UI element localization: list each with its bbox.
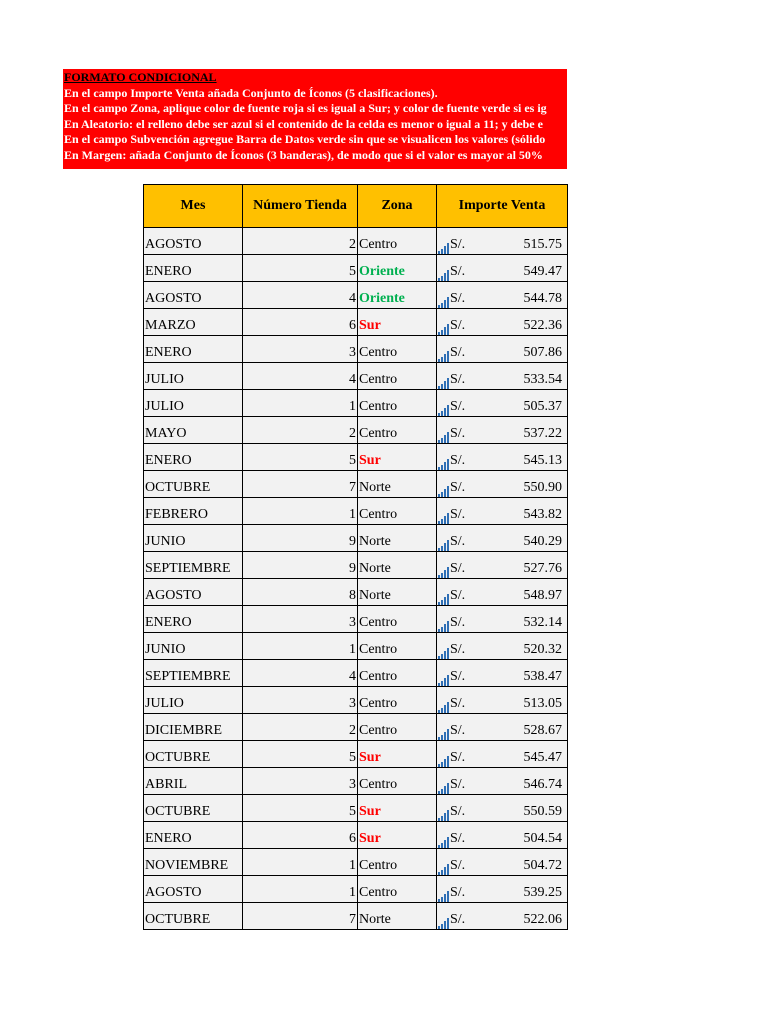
amount-value: 528.67 [523,723,562,738]
cell-mes[interactable]: JULIO [144,687,243,714]
header-zona[interactable]: Zona [358,185,437,228]
table-row [144,255,568,282]
cell-mes[interactable]: MAYO [144,417,243,444]
cell-mes[interactable]: ENERO [144,444,243,471]
cell-mes[interactable]: FEBRERO [144,498,243,525]
signal-bars-icon [438,648,449,659]
cell-zona[interactable]: Oriente [358,255,437,282]
cell-importe-venta[interactable] [437,471,568,498]
header-importe-venta[interactable]: Importe Venta [437,185,568,228]
cell-numero-tienda[interactable]: 6 [243,309,358,336]
cell-numero-tienda[interactable]: 2 [243,228,358,255]
currency-label: S/. [450,696,466,711]
cell-numero-tienda[interactable]: 9 [243,552,358,579]
table-row [144,498,568,525]
cell-numero-tienda[interactable]: 1 [243,876,358,903]
amount-value: 515.75 [523,237,562,252]
cell-mes[interactable]: OCTUBRE [144,903,243,930]
amount-value: 545.13 [523,453,562,468]
table-row [144,309,568,336]
amount-value: 507.86 [523,345,562,360]
currency-label: S/. [450,453,466,468]
cell-mes[interactable]: ENERO [144,255,243,282]
cell-zona[interactable]: Centro [358,876,437,903]
amount-value: 522.06 [523,912,562,927]
banner-title: FORMATO CONDICIONAL [64,70,217,84]
importe-wrapper [437,857,567,875]
signal-bars-icon [438,864,449,875]
signal-bars-icon [438,297,449,308]
cell-mes[interactable]: OCTUBRE [144,795,243,822]
amount-value: 537.22 [523,426,562,441]
table-row [144,795,568,822]
amount-value: 520.32 [523,642,562,657]
cell-importe-venta[interactable] [437,363,568,390]
signal-bars-icon [438,243,449,254]
cell-zona[interactable]: Centro [358,228,437,255]
banner-line: En el campo Subvención agregue Barra de Datos verde sin que se visualicen los valores (sólido [64,132,546,146]
cell-mes[interactable]: AGOSTO [144,876,243,903]
cell-importe-venta[interactable] [437,714,568,741]
cell-mes[interactable]: ENERO [144,336,243,363]
cell-numero-tienda[interactable]: 9 [243,525,358,552]
importe-wrapper [437,911,567,929]
cell-zona[interactable]: Centro [358,363,437,390]
table-row [144,660,568,687]
cell-zona[interactable]: Centro [358,336,437,363]
currency-label: S/. [450,372,466,387]
cell-importe-venta[interactable] [437,444,568,471]
cell-numero-tienda[interactable]: 1 [243,390,358,417]
importe-wrapper [437,614,567,632]
banner-line: En Aleatorio: el relleno debe ser azul si el contenido de la celda es menor o igual a 11; y debe e [64,116,543,131]
importe-wrapper [437,533,567,551]
table-row [144,363,568,390]
instructions-banner [63,69,567,169]
cell-numero-tienda[interactable]: 6 [243,822,358,849]
importe-wrapper [437,371,567,389]
table-row [144,579,568,606]
cell-zona[interactable]: Centro [358,768,437,795]
cell-importe-venta[interactable] [437,849,568,876]
cell-zona[interactable]: Centro [358,606,437,633]
table-row [144,903,568,930]
currency-label: S/. [450,291,466,306]
cell-zona[interactable]: Centro [358,687,437,714]
currency-label: S/. [450,912,466,927]
cell-importe-venta[interactable] [437,795,568,822]
cell-numero-tienda[interactable]: 5 [243,255,358,282]
cell-zona[interactable]: Sur [358,741,437,768]
importe-wrapper [437,452,567,470]
currency-label: S/. [450,426,466,441]
signal-bars-icon [438,837,449,848]
cell-mes[interactable]: AGOSTO [144,579,243,606]
cell-mes[interactable]: SEPTIEMBRE [144,660,243,687]
cell-importe-venta[interactable] [437,552,568,579]
amount-value: 538.47 [523,669,562,684]
cell-mes[interactable]: JUNIO [144,525,243,552]
amount-value: 550.90 [523,480,562,495]
cell-importe-venta[interactable] [437,255,568,282]
signal-bars-icon [438,432,449,443]
table-row [144,741,568,768]
cell-zona[interactable]: Norte [358,552,437,579]
importe-wrapper [437,722,567,740]
table-row [144,336,568,363]
table-row [144,417,568,444]
table-row [144,768,568,795]
currency-label: S/. [450,534,466,549]
currency-label: S/. [450,642,466,657]
importe-wrapper [437,425,567,443]
currency-label: S/. [450,804,466,819]
signal-bars-icon [438,540,449,551]
signal-bars-icon [438,810,449,821]
currency-label: S/. [450,831,466,846]
amount-value: 533.54 [523,372,562,387]
currency-label: S/. [450,777,466,792]
importe-wrapper [437,776,567,794]
currency-label: S/. [450,885,466,900]
banner-line: En el campo Zona, aplique color de fuente roja si es igual a Sur; y color de fuente verde si es ig [64,101,547,115]
cell-numero-tienda[interactable]: 1 [243,498,358,525]
signal-bars-icon [438,486,449,497]
cell-numero-tienda[interactable]: 1 [243,849,358,876]
cell-importe-venta[interactable] [437,390,568,417]
amount-value: 527.76 [523,561,562,576]
importe-wrapper [437,290,567,308]
amount-value: 505.37 [523,399,562,414]
importe-wrapper [437,263,567,281]
table-body [144,228,568,930]
cell-numero-tienda[interactable]: 2 [243,714,358,741]
cell-numero-tienda[interactable]: 4 [243,363,358,390]
table-row [144,849,568,876]
importe-wrapper [437,641,567,659]
importe-wrapper [437,587,567,605]
table-row [144,228,568,255]
header-numero-tienda[interactable]: Número Tienda [243,185,358,228]
cell-mes[interactable]: SEPTIEMBRE [144,552,243,579]
signal-bars-icon [438,621,449,632]
cell-numero-tienda[interactable]: 4 [243,282,358,309]
cell-importe-venta[interactable] [437,498,568,525]
signal-bars-icon [438,702,449,713]
signal-bars-icon [438,918,449,929]
cell-mes[interactable]: DICIEMBRE [144,714,243,741]
amount-value: 545.47 [523,750,562,765]
cell-zona[interactable]: Centro [358,417,437,444]
currency-label: S/. [450,318,466,333]
amount-value: 513.05 [523,696,562,711]
table-row [144,282,568,309]
cell-numero-tienda[interactable]: 5 [243,795,358,822]
amount-value: 548.97 [523,588,562,603]
amount-value: 522.36 [523,318,562,333]
cell-numero-tienda[interactable]: 1 [243,633,358,660]
importe-wrapper [437,506,567,524]
currency-label: S/. [450,264,466,279]
importe-wrapper [437,560,567,578]
cell-zona[interactable]: Norte [358,903,437,930]
importe-wrapper [437,398,567,416]
banner-line: En el campo Importe Venta añada Conjunto de Íconos (5 clasificaciones). [64,85,438,100]
currency-label: S/. [450,237,466,252]
cell-importe-venta[interactable] [437,579,568,606]
table-row [144,876,568,903]
currency-label: S/. [450,561,466,576]
cell-zona[interactable]: Norte [358,579,437,606]
importe-wrapper [437,668,567,686]
cell-zona[interactable]: Norte [358,525,437,552]
amount-value: 539.25 [523,885,562,900]
cell-numero-tienda[interactable]: 4 [243,660,358,687]
cell-numero-tienda[interactable]: 3 [243,606,358,633]
amount-value: 544.78 [523,291,562,306]
cell-numero-tienda[interactable]: 7 [243,471,358,498]
currency-label: S/. [450,615,466,630]
signal-bars-icon [438,567,449,578]
table-row [144,633,568,660]
table-row [144,444,568,471]
signal-bars-icon [438,459,449,470]
cell-importe-venta[interactable] [437,606,568,633]
cell-zona[interactable]: Sur [358,795,437,822]
cell-mes[interactable]: AGOSTO [144,282,243,309]
signal-bars-icon [438,729,449,740]
cell-zona[interactable]: Sur [358,822,437,849]
cell-importe-venta[interactable] [437,417,568,444]
cell-zona[interactable]: Oriente [358,282,437,309]
currency-label: S/. [450,480,466,495]
cell-numero-tienda[interactable]: 3 [243,687,358,714]
table-row [144,606,568,633]
amount-value: 549.47 [523,264,562,279]
cell-zona[interactable]: Centro [358,390,437,417]
cell-mes[interactable]: AGOSTO [144,228,243,255]
cell-zona[interactable]: Centro [358,849,437,876]
cell-mes[interactable]: OCTUBRE [144,741,243,768]
currency-label: S/. [450,669,466,684]
cell-importe-venta[interactable] [437,309,568,336]
table-row [144,390,568,417]
table-row [144,822,568,849]
cell-numero-tienda[interactable]: 2 [243,417,358,444]
cell-importe-venta[interactable] [437,336,568,363]
signal-bars-icon [438,378,449,389]
header-mes[interactable]: Mes [144,185,243,228]
importe-wrapper [437,344,567,362]
cell-importe-venta[interactable] [437,903,568,930]
cell-zona[interactable]: Centro [358,633,437,660]
table-row [144,471,568,498]
amount-value: 504.72 [523,858,562,873]
cell-importe-venta[interactable] [437,876,568,903]
table-row [144,525,568,552]
cell-zona[interactable]: Centro [358,498,437,525]
cell-numero-tienda[interactable]: 3 [243,336,358,363]
importe-wrapper [437,695,567,713]
cell-importe-venta[interactable] [437,822,568,849]
cell-mes[interactable]: JUNIO [144,633,243,660]
signal-bars-icon [438,324,449,335]
currency-label: S/. [450,588,466,603]
importe-wrapper [437,749,567,767]
header-row [144,185,568,228]
signal-bars-icon [438,756,449,767]
importe-wrapper [437,803,567,821]
amount-value: 532.14 [523,615,562,630]
signal-bars-icon [438,783,449,794]
table-row [144,552,568,579]
importe-wrapper [437,236,567,254]
importe-wrapper [437,317,567,335]
signal-bars-icon [438,270,449,281]
amount-value: 550.59 [523,804,562,819]
cell-mes[interactable]: ENERO [144,606,243,633]
banner-line: En Margen: añada Conjunto de Íconos (3 banderas), de modo que si el valor es mayor al 50% [64,147,543,162]
cell-mes[interactable]: JULIO [144,363,243,390]
cell-importe-venta[interactable] [437,660,568,687]
cell-zona[interactable]: Centro [358,714,437,741]
cell-importe-venta[interactable] [437,633,568,660]
currency-label: S/. [450,507,466,522]
cell-zona[interactable]: Norte [358,471,437,498]
currency-label: S/. [450,345,466,360]
signal-bars-icon [438,594,449,605]
currency-label: S/. [450,750,466,765]
amount-value: 540.29 [523,534,562,549]
amount-value: 543.82 [523,507,562,522]
cell-numero-tienda[interactable]: 5 [243,444,358,471]
cell-numero-tienda[interactable]: 3 [243,768,358,795]
cell-mes[interactable]: ENERO [144,822,243,849]
currency-label: S/. [450,858,466,873]
importe-wrapper [437,884,567,902]
cell-numero-tienda[interactable]: 5 [243,741,358,768]
currency-label: S/. [450,399,466,414]
signal-bars-icon [438,675,449,686]
cell-importe-venta[interactable] [437,741,568,768]
sales-table [143,184,568,930]
amount-value: 546.74 [523,777,562,792]
signal-bars-icon [438,351,449,362]
cell-importe-venta[interactable] [437,687,568,714]
cell-importe-venta[interactable] [437,525,568,552]
signal-bars-icon [438,513,449,524]
importe-wrapper [437,479,567,497]
signal-bars-icon [438,891,449,902]
cell-importe-venta[interactable] [437,228,568,255]
currency-label: S/. [450,723,466,738]
table-row [144,687,568,714]
signal-bars-icon [438,405,449,416]
cell-mes[interactable]: NOVIEMBRE [144,849,243,876]
cell-numero-tienda[interactable]: 8 [243,579,358,606]
cell-importe-venta[interactable] [437,768,568,795]
amount-value: 504.54 [523,831,562,846]
cell-importe-venta[interactable] [437,282,568,309]
cell-mes[interactable]: OCTUBRE [144,471,243,498]
cell-zona[interactable]: Sur [358,309,437,336]
importe-wrapper [437,830,567,848]
cell-zona[interactable]: Sur [358,444,437,471]
cell-numero-tienda[interactable]: 7 [243,903,358,930]
cell-mes[interactable]: MARZO [144,309,243,336]
cell-mes[interactable]: ABRIL [144,768,243,795]
table-row [144,714,568,741]
cell-mes[interactable]: JULIO [144,390,243,417]
cell-zona[interactable]: Centro [358,660,437,687]
